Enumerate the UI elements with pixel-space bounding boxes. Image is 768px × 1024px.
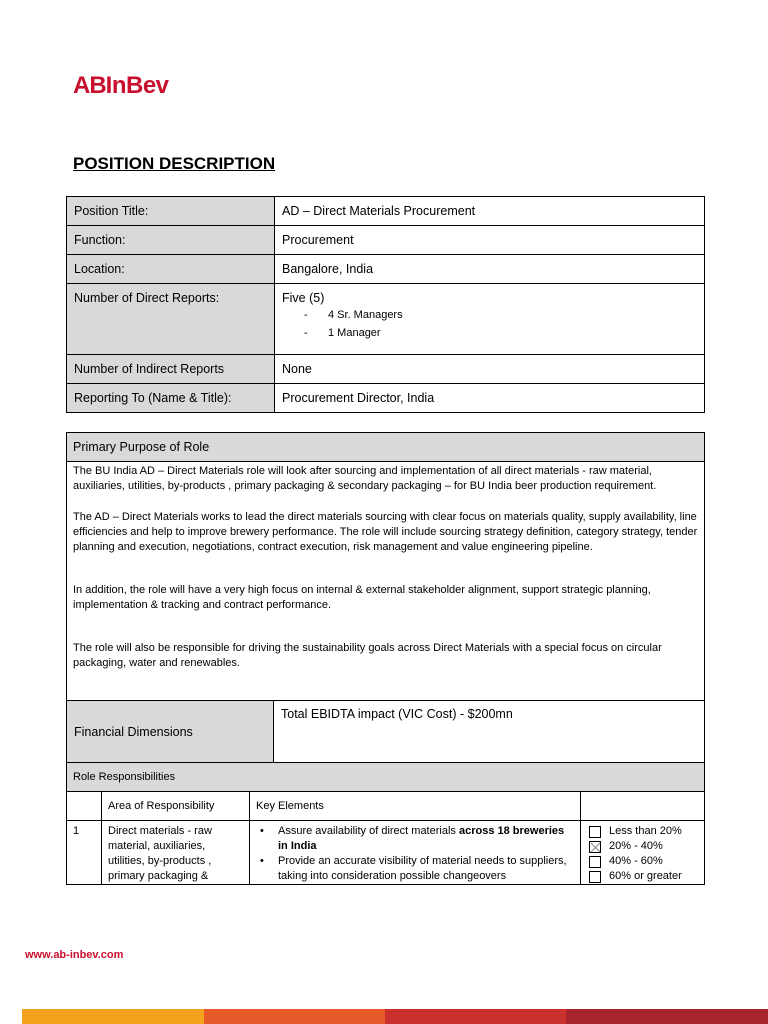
list-item: - 1 Manager (304, 327, 381, 339)
weight-option[interactable]: Less than 20% (589, 824, 698, 839)
list-item: • Assure availability of direct materials across 18 breweries in India (256, 824, 574, 854)
row-number: 1 (67, 821, 102, 885)
table-row (67, 197, 705, 226)
table-row (67, 226, 705, 255)
checkbox-icon[interactable] (589, 856, 601, 868)
responsibilities-table (66, 762, 705, 885)
checkbox-icon[interactable] (589, 826, 601, 838)
row-value: Procurement Director, India (275, 384, 705, 413)
bar-segment (204, 1009, 385, 1024)
list-item: • Provide an accurate visibility of material needs to suppliers, taking into consideration possible changeovers (256, 854, 574, 884)
row-value (275, 284, 705, 355)
purpose-heading: Primary Purpose of Role (67, 433, 705, 462)
table-row (67, 384, 705, 413)
col-key-header: Key Elements (250, 792, 581, 821)
bar-segment (566, 1009, 768, 1024)
row-label: Function: (67, 226, 275, 255)
financial-label: Financial Dimensions (67, 701, 274, 764)
weight-option[interactable]: 20% - 40% (589, 839, 698, 854)
footer-website-link[interactable]: www.ab-inbev.com (25, 949, 124, 961)
page-title: POSITION DESCRIPTION (73, 154, 276, 173)
responsibilities-heading: Role Responsibilities (67, 763, 705, 792)
row-label: Reporting To (Name & Title): (67, 384, 275, 413)
weight-option[interactable]: 40% - 60% (589, 854, 698, 869)
row-label: Position Title: (67, 197, 275, 226)
col-area-header: Area of Responsibility (102, 792, 250, 821)
area-text: Direct materials - raw material, auxiliaries, utilities, by-products , primary packaging & (102, 821, 250, 885)
purpose-body (67, 462, 705, 701)
col-weight-header (581, 792, 705, 821)
purpose-paragraph: The AD – Direct Materials works to lead the direct materials sourcing with clear focus on materials quality, supply availability, line efficiencies and help to improve brewery performance. The role will include sourcing strategy definition, category strategy, tender planning and execution, negotiations, contract execution, risk management and value engineering pipeline. (73, 511, 698, 553)
checkbox-icon[interactable] (589, 871, 601, 883)
weight-option[interactable]: 60% or greater (589, 869, 698, 884)
checked-checkbox-icon[interactable] (589, 841, 601, 853)
direct-reports-count: Five (5) (282, 291, 325, 305)
direct-reports-list (282, 309, 697, 339)
financial-value: Total EBIDTA impact (VIC Cost) - $200mn (274, 701, 705, 764)
table-row (67, 284, 705, 355)
col-number (67, 792, 102, 821)
purpose-paragraph: In addition, the role will have a very high focus on internal & external stakeholder alignment, support strategic planning, implementation & tracking and contract performance. (73, 584, 651, 611)
row-value: AD – Direct Materials Procurement (275, 197, 705, 226)
bar-segment (385, 1009, 566, 1024)
purpose-paragraph: The BU India AD – Direct Materials role will look after sourcing and implementation of all direct materials - raw material, auxiliaries, utilities, by-products , primary packaging & secondary packaging – for BU India beer production requirement. (73, 465, 657, 492)
key-elements (250, 821, 581, 885)
list-item: - 4 Sr. Managers (304, 309, 403, 321)
row-label: Location: (67, 255, 275, 284)
row-label: Number of Indirect Reports (67, 355, 275, 384)
abinbev-logo: ABInBev (73, 72, 169, 99)
bar-segment (22, 1009, 204, 1024)
row-value: Bangalore, India (275, 255, 705, 284)
row-label: Number of Direct Reports: (67, 284, 275, 355)
purpose-table (66, 432, 705, 764)
row-value: Procurement (275, 226, 705, 255)
table-row (67, 821, 705, 885)
table-row (67, 355, 705, 384)
row-value: None (275, 355, 705, 384)
purpose-paragraph: The role will also be responsible for driving the sustainability goals across Direct Materials with a special focus on circular packaging, water and renewables. (73, 642, 662, 669)
weight-options (581, 821, 705, 885)
position-info-table (66, 196, 705, 413)
footer-color-bar (22, 1009, 768, 1024)
table-row (67, 255, 705, 284)
